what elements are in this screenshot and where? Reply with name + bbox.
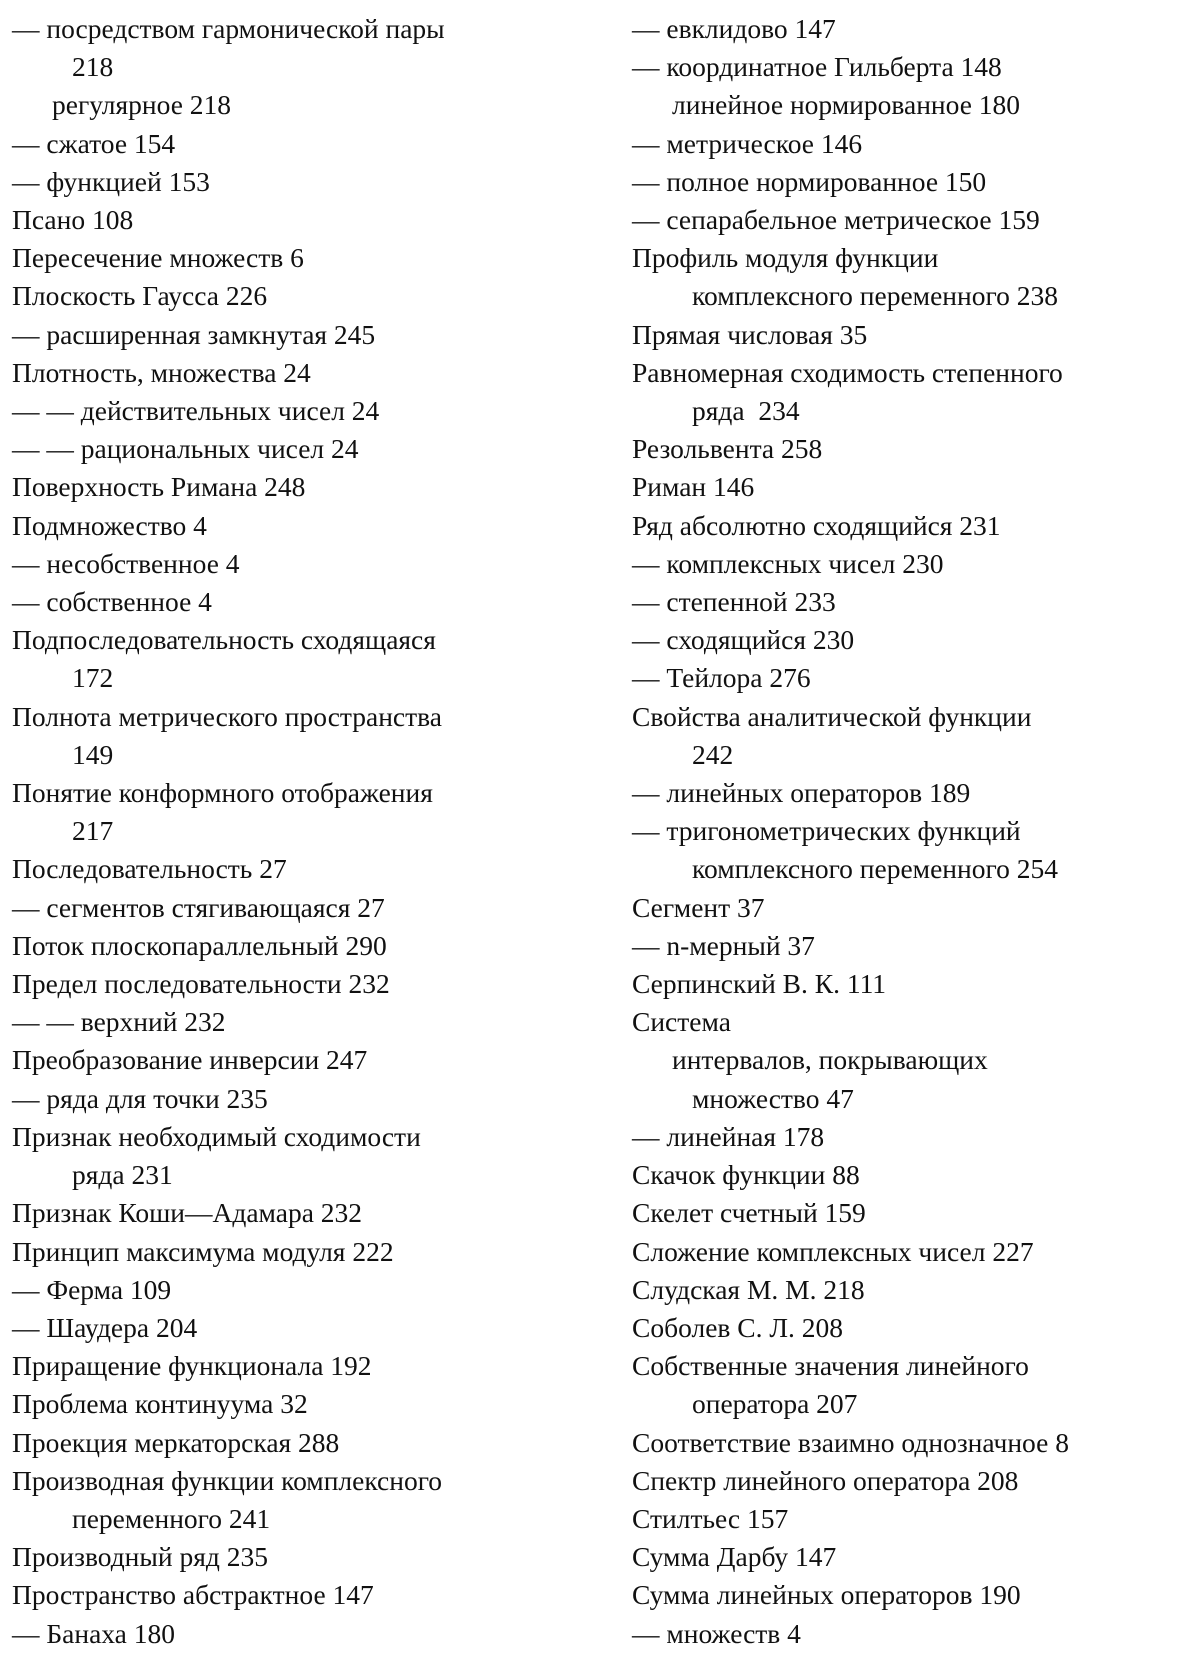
index-entry-continuation: переменного 241	[72, 1502, 271, 1534]
index-entry: — функцией 153	[12, 165, 210, 197]
index-entry: — сегментов стягивающаяся 27	[12, 891, 385, 923]
index-entry: Равномерная сходимость степенного	[632, 356, 1063, 388]
index-entry: Преобразование инверсии 247	[12, 1044, 368, 1076]
index-entry: Пересечение множеств 6	[12, 242, 304, 274]
index-entry: Производная функции комплексного	[12, 1464, 443, 1496]
index-entry: Система	[632, 1006, 731, 1038]
index-entry: Сумма Дарбу 147	[632, 1541, 837, 1573]
index-entry: регулярное 218	[52, 89, 232, 121]
index-entry: — собственное 4	[12, 586, 212, 618]
index-entry: — Банаха 180	[12, 1617, 176, 1649]
index-entry: — n-мерный 37	[632, 929, 815, 961]
index-entry: — посредством гармонической пары	[12, 13, 445, 44]
index-entry: Спектр линейного оператора 208	[632, 1464, 1019, 1496]
index-entry: Плотность, множества 24	[12, 356, 311, 388]
index-entry-continuation: 218	[72, 51, 114, 83]
index-entry: — — действительных чисел 24	[12, 395, 380, 427]
index-entry: Предел последовательности 232	[12, 968, 390, 1000]
index-entry: — метрическое 146	[632, 127, 863, 159]
index-entry: Признак Коши—Адамара 232	[12, 1197, 363, 1229]
index-entry: Понятие конформного отображения	[12, 777, 433, 809]
index-entry: — Ферма 109	[12, 1273, 172, 1305]
index-entry: Сумма линейных операторов 190	[632, 1579, 1021, 1611]
index-entry: Резольвента 258	[632, 433, 823, 465]
index-entry: Псано 108	[12, 204, 134, 236]
index-entry-continuation: 242	[692, 738, 734, 770]
index-entry: Свойства аналитической функции	[632, 700, 1032, 732]
index-left-column	[12, 10, 602, 1653]
index-entry-continuation: 217	[72, 815, 114, 847]
index-entry: Проблема континуума 32	[12, 1388, 308, 1420]
index-entry: — — рациональных чисел 24	[12, 433, 359, 465]
index-entry: Слудская М. М. 218	[632, 1273, 865, 1305]
index-entry: Сложение комплексных чисел 227	[632, 1235, 1034, 1267]
index-entry: — расширенная замкнутая 245	[12, 318, 376, 350]
index-entry: — полное нормированное 150	[632, 165, 987, 197]
index-entry: Признак необходимый сходимости	[12, 1120, 421, 1152]
index-entry: Прямая числовая 35	[632, 318, 868, 350]
index-entry: — Тейлора 276	[632, 662, 811, 694]
index-entry: — сжатое 154	[12, 127, 176, 159]
index-entry: — Шаудера 204	[12, 1311, 198, 1343]
index-entry: — несобственное 4	[12, 547, 240, 579]
index-entry: Плоскость Гаусса 226	[12, 280, 268, 312]
index-entry-continuation: ряда 234	[692, 395, 800, 427]
index-entry: Серпинский В. К. 111	[632, 968, 887, 1000]
index-entry-continuation: 172	[72, 662, 114, 694]
index-entry: Поток плоскопараллельный 290	[12, 929, 387, 961]
index-entry: — — верхний 232	[12, 1006, 226, 1038]
index-entry-continuation: 149	[72, 738, 114, 770]
index-entry: Последовательность 27	[12, 853, 287, 885]
index-entry: Стилтьес 157	[632, 1502, 789, 1534]
index-entry: — сепарабельное метрическое 159	[632, 204, 1040, 236]
index-entry: Проекция меркаторская 288	[12, 1426, 340, 1458]
index-entry: Скачок функции 88	[632, 1159, 860, 1191]
index-entry: Сегмент 37	[632, 891, 765, 923]
index-entry-continuation: комплексного переменного 238	[692, 280, 1058, 312]
index-entry: Скелет счетный 159	[632, 1197, 866, 1229]
index-entry: Соответствие взаимно однозначное 8	[632, 1426, 1069, 1458]
index-entry-continuation: комплексного переменного 254	[692, 853, 1058, 885]
index-entry: Производный ряд 235	[12, 1541, 268, 1573]
index-entry: линейное нормированное 180	[672, 89, 1021, 121]
index-entry: — тригонометрических функций	[632, 815, 1021, 847]
index-entry: Собственные значения линейного	[632, 1350, 1029, 1382]
index-entry: — сходящийся 230	[632, 624, 855, 656]
index-entry: Риман 146	[632, 471, 755, 503]
index-entry: — комплексных чисел 230	[632, 547, 944, 579]
index-entry: Подпоследовательность сходящаяся	[12, 624, 436, 656]
index-entry: Ряд абсолютно сходящийся 231	[632, 509, 1001, 541]
index-entry: — множеств 4	[632, 1617, 801, 1649]
index-entry-continuation: множество 47	[692, 1082, 854, 1114]
index-entry: Принцип максимума модуля 222	[12, 1235, 394, 1267]
index-entry: Полнота метрического пространства	[12, 700, 442, 732]
index-entry: Приращение функционала 192	[12, 1350, 372, 1382]
index-entry: Поверхность Римана 248	[12, 471, 306, 503]
index-entry: — евклидово 147	[632, 13, 836, 44]
index-entry-continuation: ряда 231	[72, 1159, 173, 1191]
index-entry: Профиль модуля функции	[632, 242, 939, 274]
index-entry: — линейная 178	[632, 1120, 825, 1152]
index-entry: — линейных операторов 189	[632, 777, 971, 809]
index-entry: — ряда для точки 235	[12, 1082, 268, 1114]
index-entry-continuation: оператора 207	[692, 1388, 858, 1420]
index-entry: Соболев С. Л. 208	[632, 1311, 844, 1343]
index-entry: Подмножество 4	[12, 509, 207, 541]
index-entry: — степенной 233	[632, 586, 836, 618]
index-entry-continuation: интервалов, покрывающих	[672, 1044, 988, 1076]
index-entry: Пространство абстрактное 147	[12, 1579, 374, 1611]
index-entry: — координатное Гильберта 148	[632, 51, 1002, 83]
index-right-column	[632, 10, 1200, 1653]
